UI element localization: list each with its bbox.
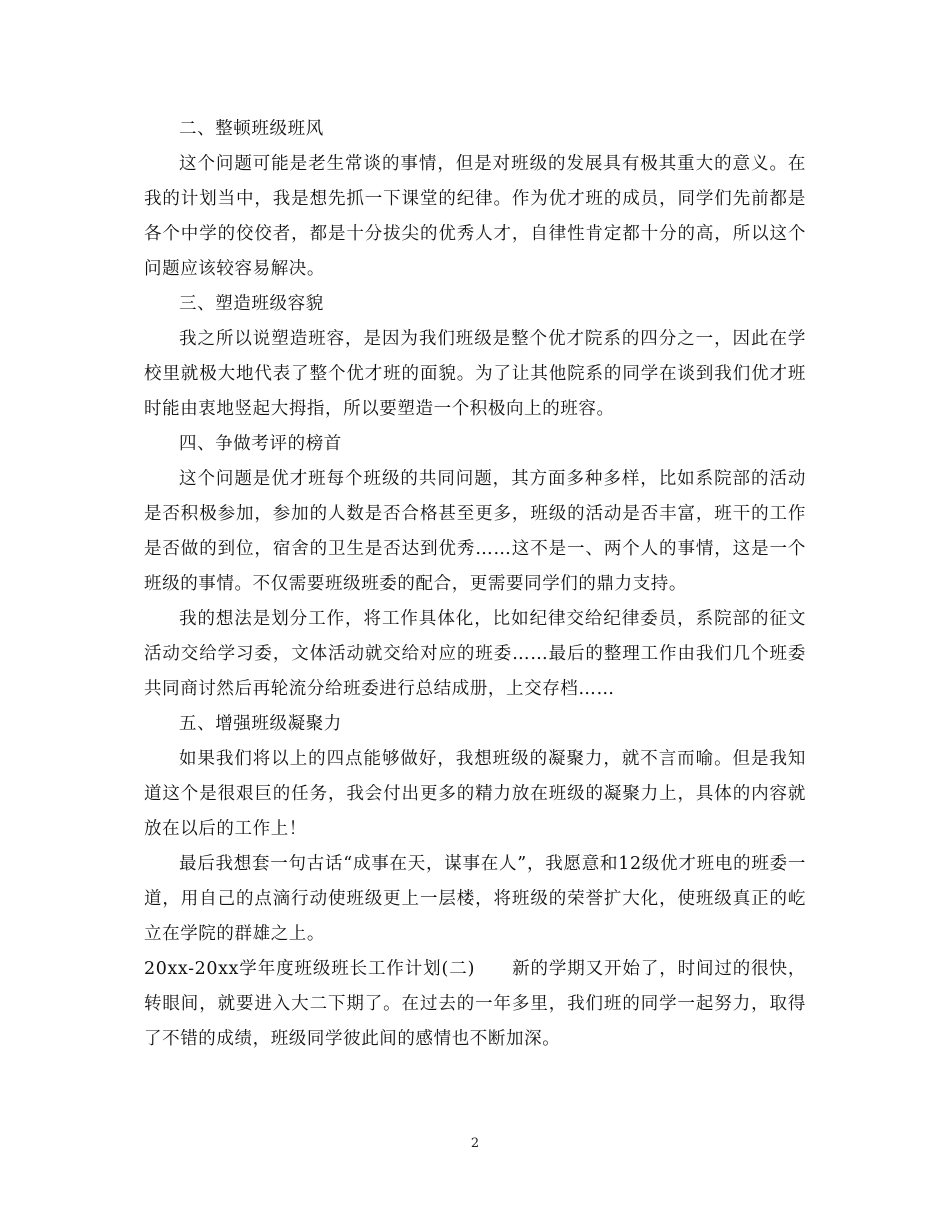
paragraph: 如果我们将以上的四点能够做好，我想班级的凝聚力，就不言而喻。但是我知道这个是很艰巨的任务，我会付出更多的精力放在班级的凝聚力上，具体的内容就放在以后的工作上！ <box>144 749 806 839</box>
paragraph: 我之所以说塑造班容，是因为我们班级是整个优才院系的四分之一，因此在学校里就极大地代表了整个优才班的面貌。为了让其他院系的同学在谈到我们优才班时能由衷地竖起大拇指，所以要塑造一个积极向上的班容。 <box>144 329 806 419</box>
paragraph: 这个问题可能是老生常谈的事情，但是对班级的发展具有极其重大的意义。在我的计划当中，我是想先抓一下课堂的纪律。作为优才班的成员，同学们先前都是各个中学的佼佼者，都是十分拔尖的优秀人才，自律性肯定都十分的高，所以这个问题应该较容易解决。 <box>144 154 806 279</box>
section-heading: 二、整顿班级班风 <box>179 119 324 139</box>
document-body <box>144 112 806 1057</box>
section-heading: 四、争做考评的榜首 <box>179 434 342 454</box>
paragraph: 最后我想套一句古话“成事在天，谋事在人”，我愿意和12级优才班电的班委一道，用自己的点滴行动使班级更上一层楼，将班级的荣誉扩大化，使班级真正的屹立在学院的群雄之上。 <box>144 854 806 944</box>
section-heading: 三、塑造班级容貌 <box>179 294 324 314</box>
page-number: 2 <box>470 1136 480 1151</box>
section-heading: 五、增强班级凝聚力 <box>179 714 342 734</box>
paragraph-plan-two: 20xx-20xx学年度班级班长工作计划(二) 新的学期又开始了，时间过的很快，转眼间，就要进入大二下期了。在过去的一年多里，我们班的同学一起努力，取得了不错的成绩，班级同学彼此间的感情也不断加深。 <box>144 959 806 1049</box>
paragraph: 这个问题是优才班每个班级的共同问题，其方面多种多样，比如系院部的活动是否积极参加，参加的人数是否合格甚至更多，班级的活动是否丰富，班干的工作是否做的到位，宿舍的卫生是否达到优秀……这不是一、两个人的事情，这是一个班级的事情。不仅需要班级班委的配合，更需要同学们的鼎力支持。 <box>144 469 806 594</box>
paragraph: 我的想法是划分工作，将工作具体化，比如纪律交给纪律委员，系院部的征文活动交给学习委，文体活动就交给对应的班委……最后的整理工作由我们几个班委共同商讨然后再轮流分给班委进行总结成册，上交存档…… <box>144 609 806 699</box>
